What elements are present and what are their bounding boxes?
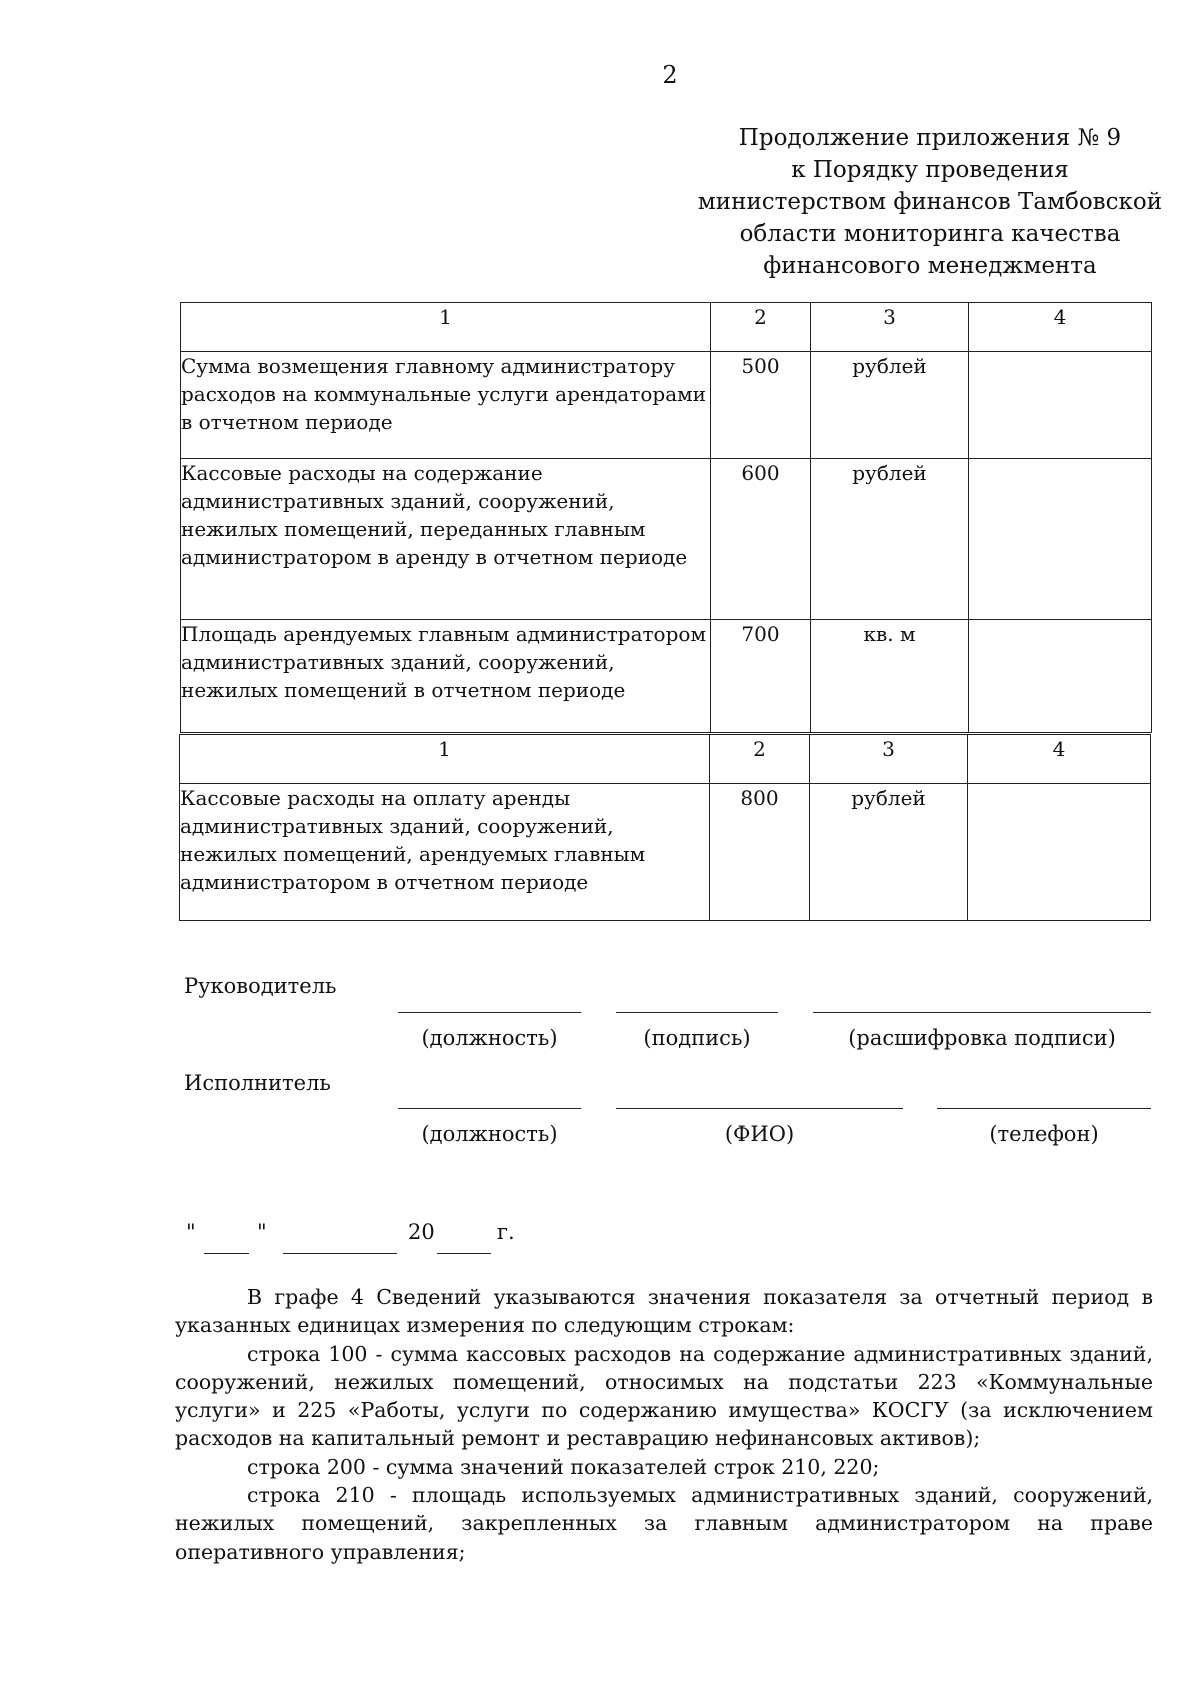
table-header-row <box>181 303 1152 352</box>
page-number: 2 <box>662 61 678 89</box>
head-name-caption: (расшифровка подписи) <box>848 1026 1116 1050</box>
head-signature-line[interactable] <box>616 1012 778 1013</box>
column-header: 3 <box>810 735 968 784</box>
row-code: 600 <box>711 459 811 620</box>
value-cell[interactable] <box>968 784 1151 921</box>
instruction-paragraph: В графе 4 Сведений указываются значения показателя за отчетный период в указанных единицах измерения по следующим строкам: <box>175 1285 1153 1338</box>
value-cell[interactable] <box>969 620 1152 733</box>
indicator-name: Площадь арендуемых главным администратором административных зданий, сооружений, нежилых помещений в отчетном периоде <box>181 620 711 733</box>
quote-close: " <box>257 1220 267 1244</box>
head-label: Руководитель <box>184 974 337 998</box>
column-header: 1 <box>180 735 710 784</box>
head-signature-caption: (подпись) <box>643 1026 751 1050</box>
year-blank[interactable] <box>437 1253 491 1254</box>
day-blank[interactable] <box>204 1253 249 1254</box>
executor-position-caption: (должность) <box>421 1122 558 1146</box>
appendix-header-line: области мониторинга качества <box>739 221 1121 247</box>
column-header: 1 <box>181 303 711 352</box>
executor-fullname-caption: (ФИО) <box>724 1122 795 1146</box>
value-cell[interactable] <box>969 352 1152 459</box>
month-blank[interactable] <box>283 1253 397 1254</box>
column-header: 4 <box>969 303 1152 352</box>
appendix-header-line: министерством финансов Тамбовской <box>697 189 1163 215</box>
executor-fullname-line[interactable] <box>616 1108 903 1109</box>
indicators-table <box>180 302 1152 733</box>
head-name-line[interactable] <box>813 1012 1151 1013</box>
instruction-paragraph: строка 210 - площадь используемых административных зданий, сооружений, нежилых помещений, закрепленных за главным администратором на праве оперативного управления; <box>175 1483 1153 1564</box>
table-header-row <box>180 735 1151 784</box>
unit-of-measure: рублей <box>811 459 969 620</box>
indicators-table-continued <box>179 734 1151 921</box>
indicator-name: Кассовые расходы на оплату аренды административных зданий, сооружений, нежилых помещений, арендуемых главным администратором в отчетном периоде <box>180 784 710 921</box>
appendix-header-line: к Порядку проведения <box>791 157 1069 183</box>
year-suffix: г. <box>497 1220 515 1244</box>
table-row <box>181 620 1152 733</box>
instruction-paragraph: строка 100 - сумма кассовых расходов на содержание административных зданий, сооружений, нежилых помещений, относимых на подстатьи 223 «Коммунальные услуги» и 225 «Работы, услуги по содержанию имущества» КОСГУ (за исключением расходов на капитальный ремонт и реставрацию нефинансовых активов); <box>175 1341 1153 1451</box>
indicator-name: Кассовые расходы на содержание административных зданий, сооружений, нежилых помещений, переданных главным администратором в аренду в отчетном периоде <box>181 459 711 620</box>
table-row <box>181 459 1152 620</box>
unit-of-measure: рублей <box>810 784 968 921</box>
column-header: 3 <box>811 303 969 352</box>
appendix-header <box>690 122 1170 282</box>
quote-open: " <box>186 1220 196 1244</box>
executor-phone-caption: (телефон) <box>989 1122 1099 1146</box>
column-header: 2 <box>711 303 811 352</box>
appendix-header-line: финансового менеджмента <box>763 253 1097 279</box>
year-prefix: 20 <box>408 1220 435 1244</box>
unit-of-measure: кв. м <box>811 620 969 733</box>
column-header: 2 <box>710 735 810 784</box>
value-cell[interactable] <box>969 459 1152 620</box>
row-code: 700 <box>711 620 811 733</box>
instruction-paragraph: строка 200 - сумма значений показателей строк 210, 220; <box>247 1454 880 1479</box>
column-header: 4 <box>968 735 1151 784</box>
executor-phone-line[interactable] <box>937 1108 1151 1109</box>
row-code: 500 <box>711 352 811 459</box>
appendix-header-line: Продолжение приложения № 9 <box>738 125 1122 151</box>
table-row <box>181 352 1152 459</box>
executor-position-line[interactable] <box>398 1108 581 1109</box>
head-position-line[interactable] <box>398 1012 581 1013</box>
executor-label: Исполнитель <box>184 1071 331 1095</box>
unit-of-measure: рублей <box>811 352 969 459</box>
table-row <box>180 784 1151 921</box>
instructions-text <box>175 1283 1153 1566</box>
head-position-caption: (должность) <box>421 1026 558 1050</box>
row-code: 800 <box>710 784 810 921</box>
indicator-name: Сумма возмещения главному администратору расходов на коммунальные услуги арендаторами в отчетном периоде <box>181 352 711 459</box>
